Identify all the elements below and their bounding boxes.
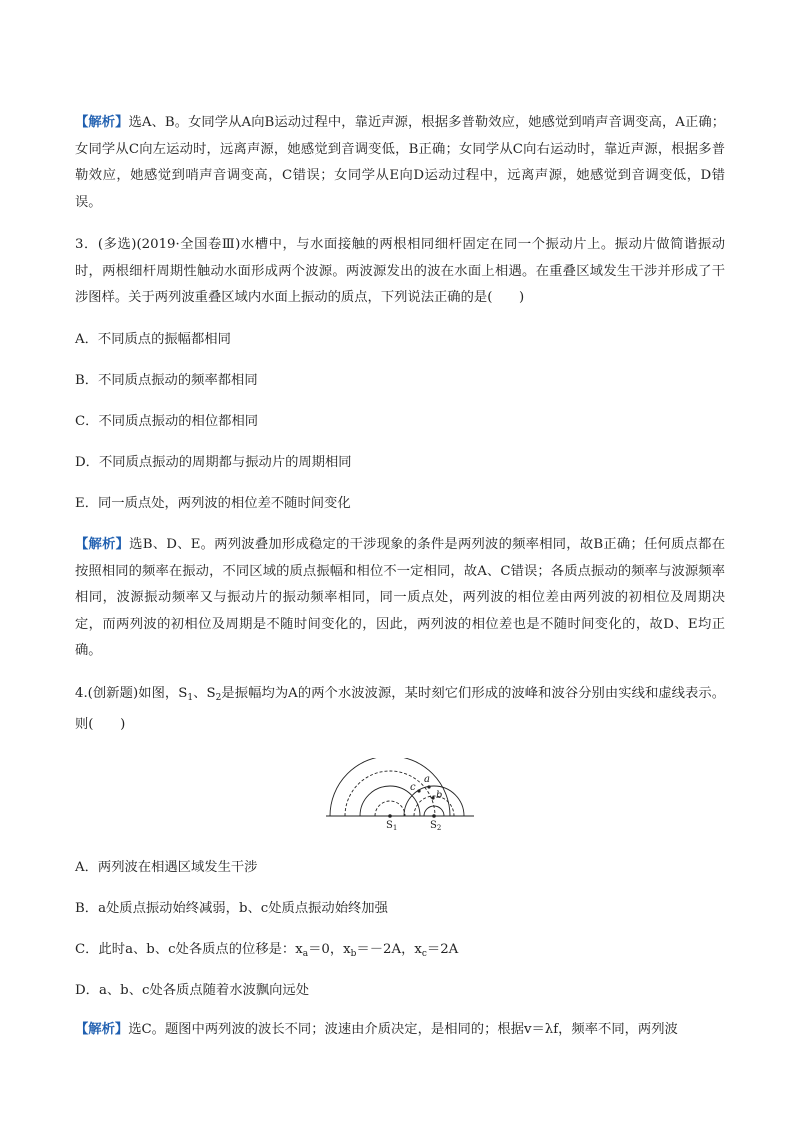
q4-option-c: C．此时a、b、c处各质点的位移是：$x_a=0$，$x_b=-2A$，$x_c=2A$ bbox=[75, 942, 459, 959]
label-b: b bbox=[436, 790, 443, 801]
label-c: c bbox=[410, 782, 416, 793]
q4-option-b: B．a处质点振动始终减弱，b、c处质点振动始终加强 bbox=[75, 901, 388, 916]
point-a-dot bbox=[427, 785, 430, 788]
question-3-stem: 3．(多选)(2019·全国卷Ⅲ)水槽中，与水面接触的两根相同细杆固定在同一个振动片上。振动片做简谐振动时，两根细杆周期性触动水面形成两个波源。两波源发出的波在水面上相遇。在重叠区域发生干涉并形成了干涉图样。关于两列波重叠区域内水面上振动的质点，下列说法正确的是( ) bbox=[75, 237, 725, 305]
q3-option-c: C．不同质点振动的相位都相同 bbox=[75, 414, 259, 429]
analysis-block-q4 bbox=[75, 1019, 725, 1041]
question-4-stem: 4.(创新题)如图，$S_1$、$S_2$是振幅均为A的两个水波波源，某时刻它们形成的波峰和波谷分别由实线和虚线表示。则( ) bbox=[75, 686, 726, 732]
q3-option-b: B．不同质点振动的频率都相同 bbox=[75, 373, 258, 388]
s1-trough-inner bbox=[375, 801, 405, 816]
analysis-tag: 【解析】 bbox=[75, 537, 130, 552]
point-c-dot bbox=[417, 789, 420, 792]
q3-option-d: D．不同质点振动的周期都与振动片的周期相同 bbox=[75, 455, 352, 470]
s1-crest-outer bbox=[330, 758, 450, 816]
analysis-text: 选B、D、E。两列波叠加形成稳定的干涉现象的条件是两列波的频率相同，故B正确；任何质点都在按照相同的频率在振动，不同区域的质点振幅和相位不一定相同，故A、C错误；各质点振动的频率与波源频率相同，波源振动频率又与振动片的振动频率相同，同一质点处，两列波的相位差由两列波的初相位及周期决定，而两列波的初相位及周期是不随时间变化的，因此，两列波的相位差也是不随时间变化的，故D、E均正确。 bbox=[75, 537, 725, 658]
analysis-text: 选A、B。女同学从A向B运动过程中，靠近声源，根据多普勒效应，她感觉到哨声音调变高，A正确；女同学从C向左运动时，远离声源，她感觉到音调变低，B正确；女同学从C向右运动时，靠近声源，根据多普勒效应，她感觉到哨声音调变高，C错误；女同学从E向D运动过程中，远离声源，她感觉到音调变低，D错误。 bbox=[75, 115, 726, 210]
analysis-text: 选C。题图中两列波的波长不同；波速由介质决定，是相同的；根据v＝λf，频率不同，两列波 bbox=[128, 1022, 678, 1037]
source-s2-dot bbox=[432, 814, 436, 818]
label-s1: $S_1$ bbox=[386, 820, 398, 832]
wave-interference-figure bbox=[320, 758, 480, 836]
s1-trough-outer bbox=[345, 771, 435, 816]
analysis-tag: 【解析】 bbox=[75, 115, 129, 130]
source-s1-dot bbox=[388, 814, 392, 818]
q3-option-a: A．不同质点的振幅都相同 bbox=[75, 332, 231, 347]
label-a: a bbox=[424, 774, 430, 785]
point-b-dot bbox=[431, 796, 434, 799]
q4-option-d: D．a、b、c处各质点随着水波飘向远处 bbox=[75, 983, 309, 998]
q4-option-a: A．两列波在相遇区域发生干涉 bbox=[75, 860, 258, 875]
analysis-block-q2 bbox=[75, 110, 725, 216]
analysis-tag: 【解析】 bbox=[75, 1022, 129, 1037]
label-s2: $S_2$ bbox=[430, 820, 442, 832]
analysis-block-q3 bbox=[75, 532, 725, 665]
q3-option-e: E．同一质点处，两列波的相位差不随时间变化 bbox=[75, 496, 351, 511]
